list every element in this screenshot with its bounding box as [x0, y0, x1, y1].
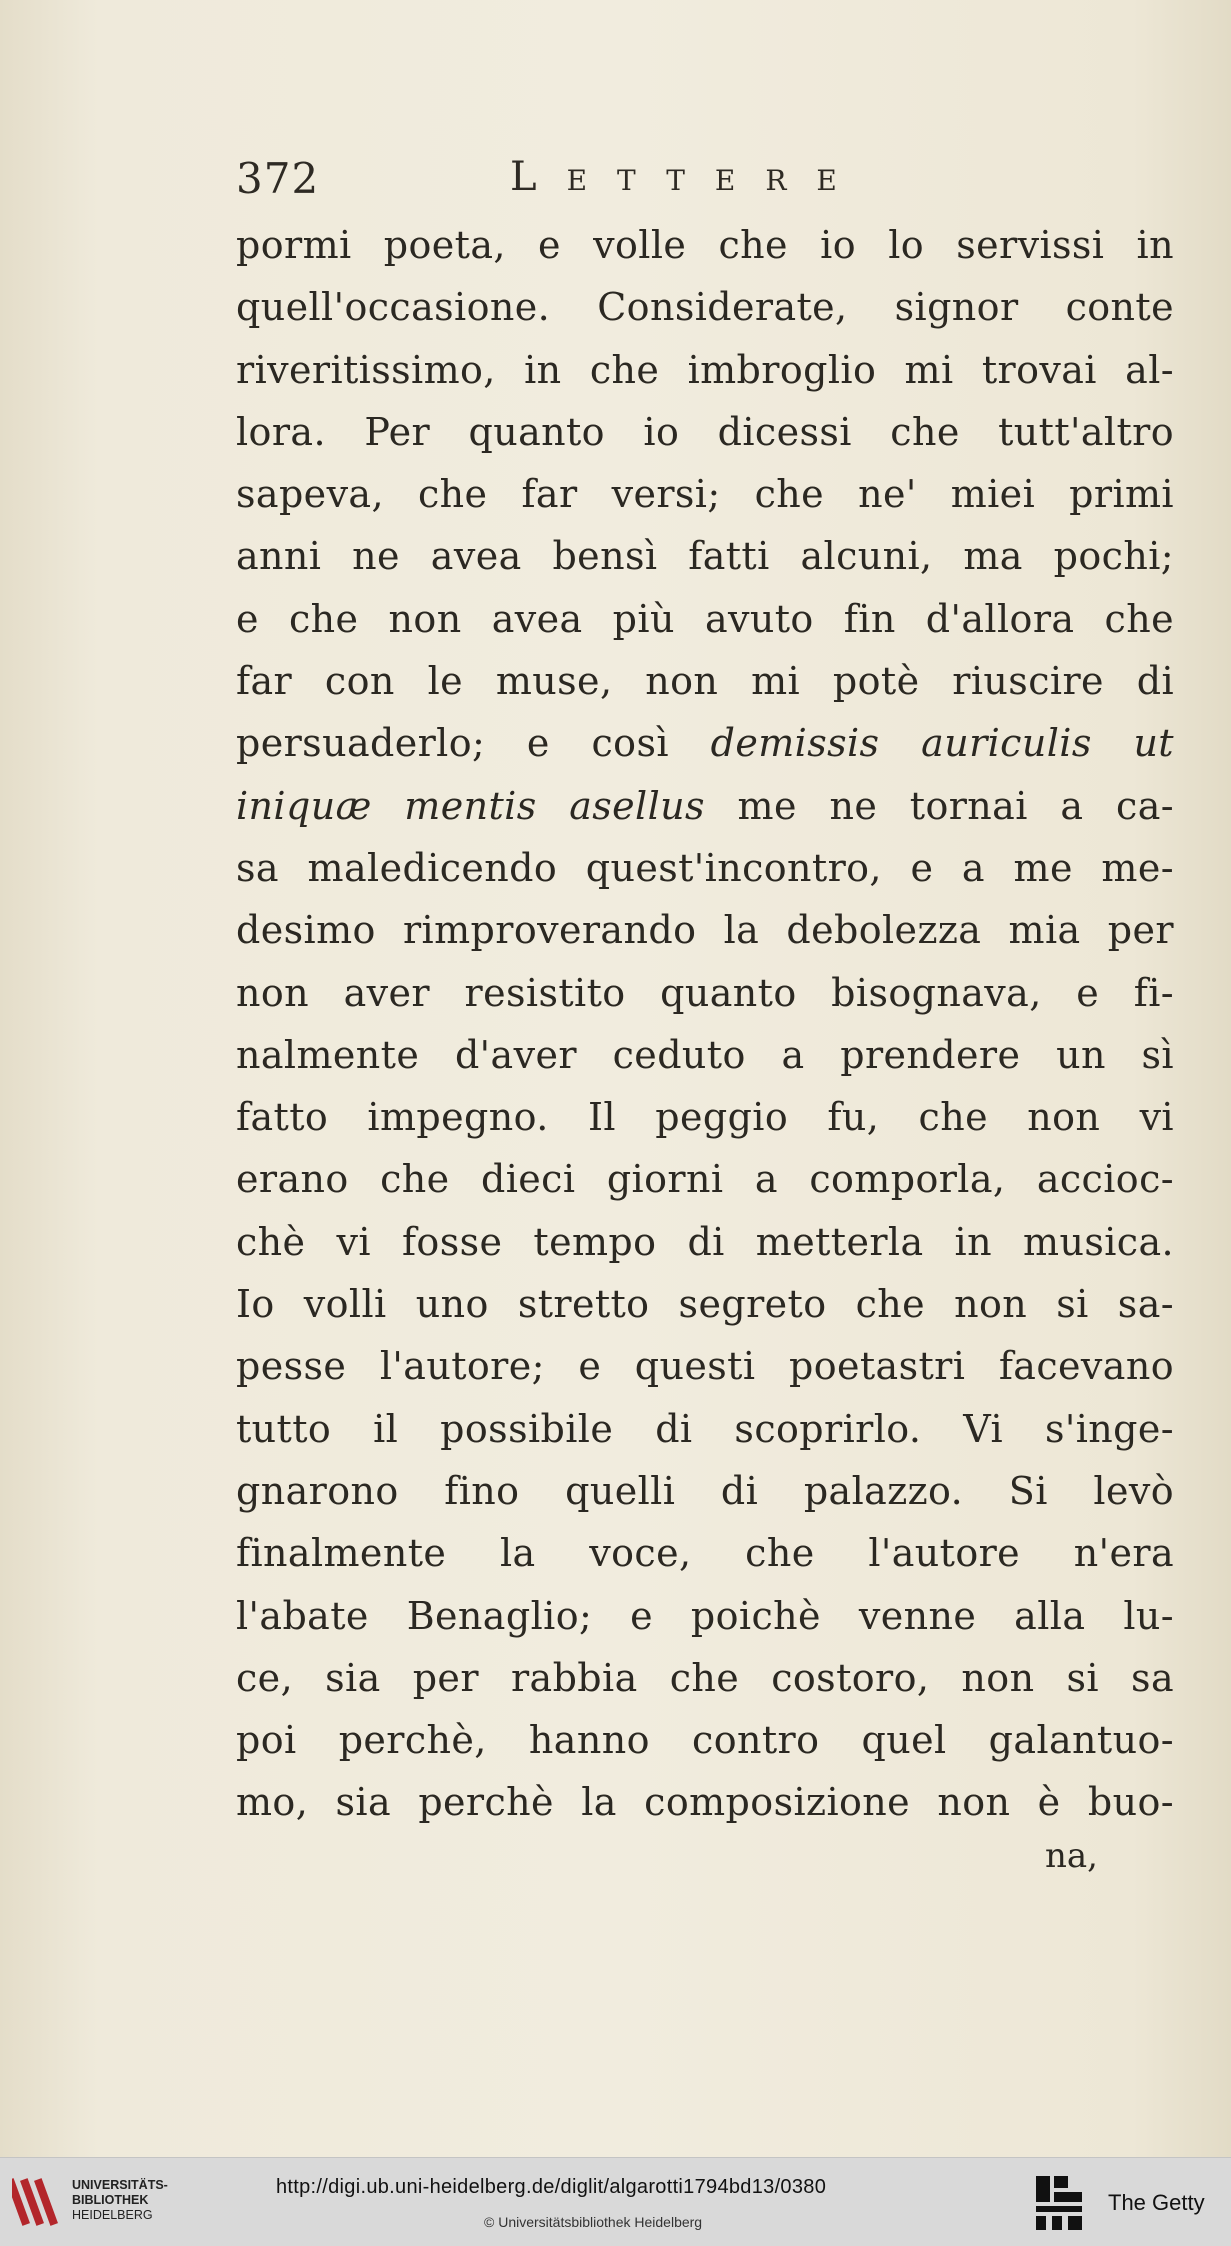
- text-segment: l'abate Benaglio; e poichè venne alla lu-: [236, 1593, 1174, 1638]
- text-line: [236, 588, 1174, 650]
- text-segment: quell'occasione. Considerate, signor conte: [236, 285, 1174, 330]
- catchword: na,: [1045, 1836, 1098, 1876]
- text-segment: mo, sia perchè la composizione non è buo-: [236, 1780, 1174, 1825]
- text-line: [236, 1460, 1174, 1522]
- text-line: [236, 401, 1174, 463]
- italic-phrase: iniquæ mentis asellus: [236, 783, 705, 828]
- text-line: [236, 899, 1174, 961]
- text-segment: ce, sia per rabbia che costoro, non si sa: [236, 1655, 1174, 1700]
- copyright-notice: © Universitätsbibliothek Heidelberg: [484, 2214, 703, 2230]
- running-head: [236, 148, 996, 208]
- text-line: [236, 276, 1174, 338]
- text-segment: finalmente la voce, che l'autore n'era: [236, 1531, 1174, 1576]
- body-text: [236, 214, 1174, 1834]
- text-segment: pesse l'autore; e questi poetastri facevano: [236, 1344, 1174, 1389]
- text-segment: far con le muse, non mi potè riuscire di: [236, 659, 1174, 704]
- text-segment: pormi poeta, e volle che io lo servissi in: [236, 223, 1174, 267]
- library-name-line-2: BIBLIOTHEK: [72, 2193, 149, 2207]
- text-segment: e che non avea più avuto fin d'allora che: [236, 596, 1174, 641]
- text-line: [236, 1585, 1174, 1647]
- text-line: [236, 1335, 1174, 1397]
- library-name-line-1: UNIVERSITÄTS-: [72, 2178, 168, 2192]
- text-segment: Io volli uno stretto segreto che non si sa-: [236, 1282, 1174, 1327]
- viewer-footer: [0, 2157, 1231, 2246]
- permalink-url[interactable]: http://digi.ub.uni-heidelberg.de/diglit/algarotti1794bd13/0380: [276, 2176, 827, 2198]
- text-line: [236, 463, 1174, 525]
- text-segment: nalmente d'aver ceduto a prendere un sì: [236, 1032, 1174, 1077]
- text-line: [236, 1647, 1174, 1709]
- text-line: [236, 1086, 1174, 1148]
- text-segment: poi perchè, hanno contro quel galantuo-: [236, 1718, 1174, 1763]
- text-line: [236, 339, 1174, 401]
- italic-phrase: demissis auriculis ut: [710, 721, 1174, 766]
- text-segment: persuaderlo; e così: [236, 721, 711, 766]
- text-segment: gnarono fino quelli di palazzo. Si levò: [236, 1468, 1174, 1513]
- text-line: [236, 1148, 1174, 1210]
- getty-logo-icon: [1034, 2172, 1086, 2234]
- text-line: [236, 1211, 1174, 1273]
- text-segment: erano che dieci giorni a comporla, accioc-: [236, 1157, 1174, 1202]
- text-line: [236, 1709, 1174, 1771]
- text-line: [236, 1024, 1174, 1086]
- text-line: [236, 712, 1174, 774]
- partner-name: The Getty: [1108, 2190, 1205, 2215]
- text-segment: me ne tornai a ca-: [704, 783, 1175, 828]
- page-number: 372: [236, 154, 320, 203]
- text-line: [236, 775, 1174, 837]
- library-name: [72, 2178, 168, 2223]
- text-segment: tutto il possibile di scoprirlo. Vi s'inge-: [236, 1406, 1174, 1451]
- text-segment: sapeva, che far versi; che ne' miei primi: [236, 472, 1174, 517]
- text-segment: riveritissimo, in che imbroglio mi trovai al-: [236, 347, 1174, 392]
- text-segment: lora. Per quanto io dicessi che tutt'altro: [236, 409, 1174, 454]
- text-segment: anni ne avea bensì fatti alcuni, ma pochi;: [236, 534, 1174, 579]
- text-line: [236, 1398, 1174, 1460]
- text-segment: fatto impegno. Il peggio fu, che non vi: [236, 1095, 1174, 1140]
- text-line: [236, 1771, 1174, 1833]
- university-library-logo-icon: [12, 2172, 68, 2232]
- running-title: Lettere: [510, 154, 867, 200]
- text-segment: non aver resistito quanto bisognava, e fi-: [236, 970, 1174, 1015]
- text-segment: sa maledicendo quest'incontro, e a me me-: [236, 845, 1174, 890]
- text-segment: chè vi fosse tempo di metterla in musica.: [236, 1219, 1174, 1264]
- library-name-line-3: HEIDELBERG: [72, 2208, 153, 2222]
- text-line: [236, 1522, 1174, 1584]
- text-line: [236, 1273, 1174, 1335]
- text-line: [236, 837, 1174, 899]
- text-line: [236, 962, 1174, 1024]
- text-line: [236, 214, 1174, 276]
- text-line: [236, 650, 1174, 712]
- text-segment: desimo rimproverando la debolezza mia per: [236, 908, 1174, 953]
- text-line: [236, 525, 1174, 587]
